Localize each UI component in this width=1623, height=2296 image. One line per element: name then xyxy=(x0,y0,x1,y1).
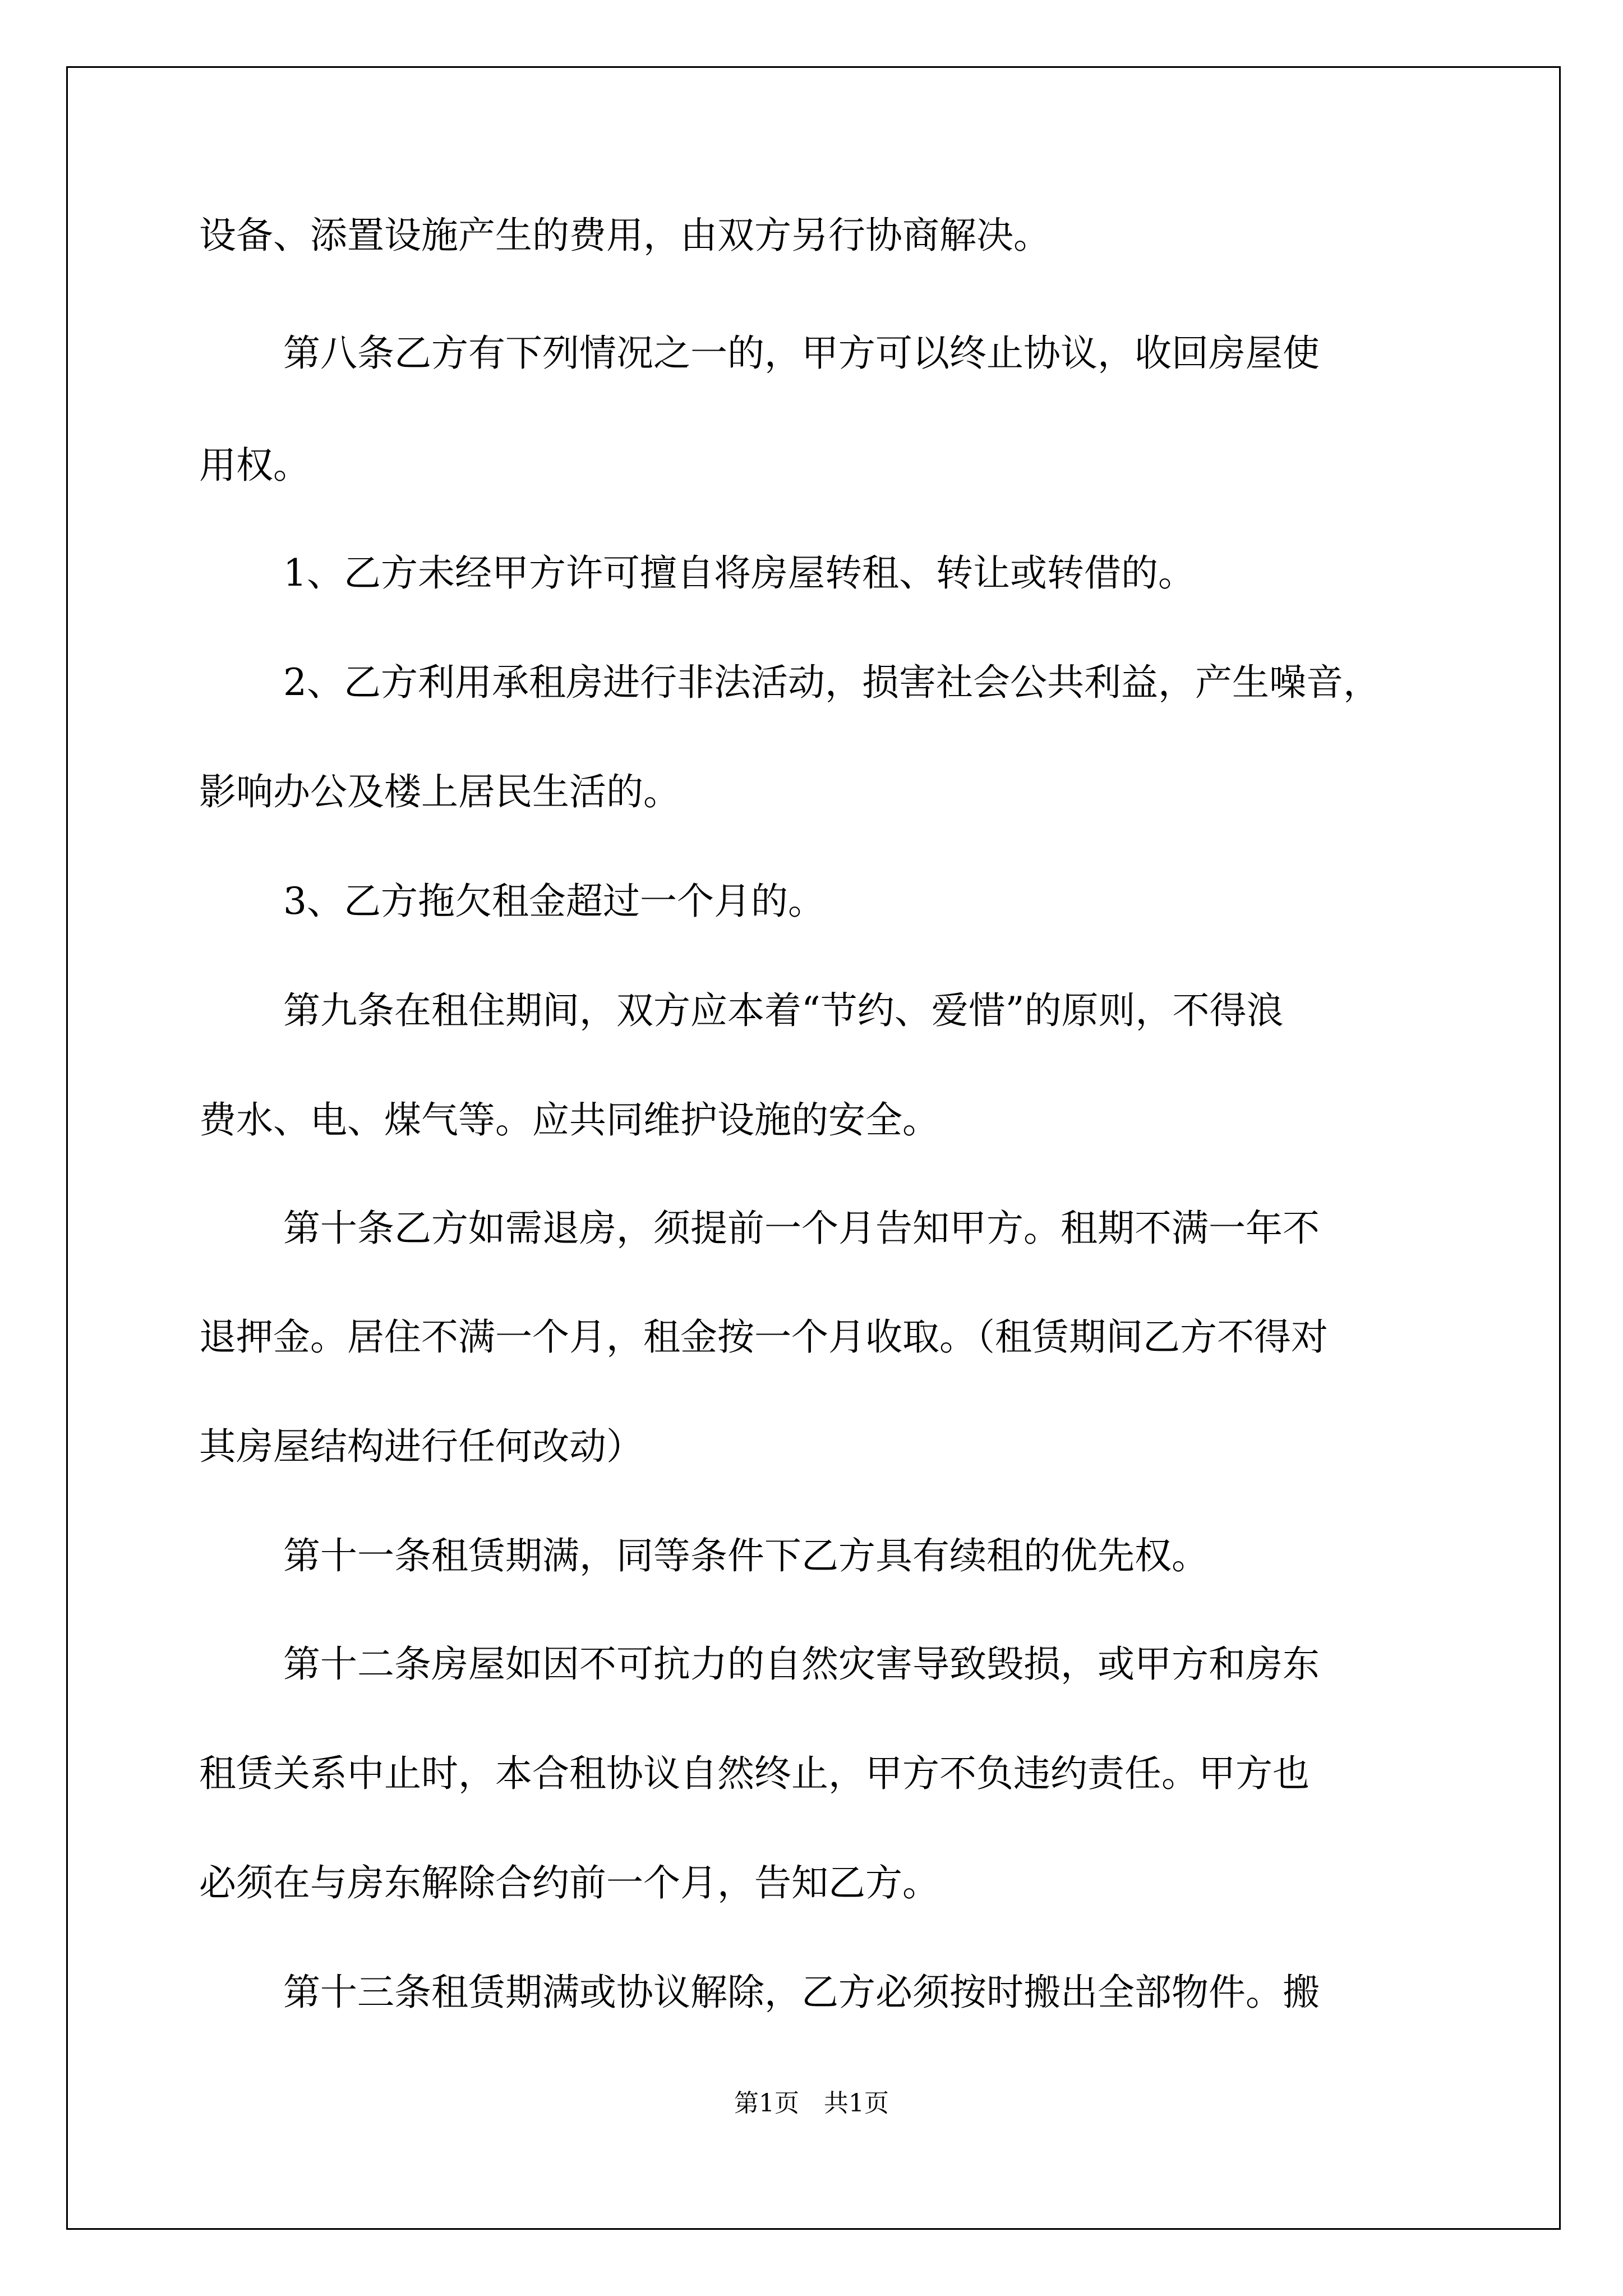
page-footer: 第1页 共1页 xyxy=(734,2089,889,2118)
text-line-13: 第十一条租赁期满，同等条件下乙方具有续租的优先权。 xyxy=(283,1534,1209,1577)
text-line-11: 退押金。居住不满一个月，租金按一个月收取。（租赁期间乙方不得对 xyxy=(199,1315,1328,1359)
text-line-8: 第九条在租住期间，双方应本着“节约、爱惜”的原则，不得浪 xyxy=(283,989,1284,1032)
text-line-17: 第十三条租赁期满或协议解除，乙方必须按时搬出全部物件。搬 xyxy=(283,1971,1320,2014)
text-line-6: 影响办公及楼上居民生活的。 xyxy=(199,770,680,813)
text-line-16: 必须在与房东解除合约前一个月，告知乙方。 xyxy=(199,1861,939,1904)
text-line-2: 第八条乙方有下列情况之一的，甲方可以终止协议，收回房屋使 xyxy=(283,332,1320,375)
text-line-5: 2、乙方利用承租房进行非法活动，损害社会公共利益，产生噪音， xyxy=(283,661,1380,704)
text-line-10: 第十条乙方如需退房，须提前一个月告知甲方。租期不满一年不 xyxy=(283,1207,1320,1250)
text-line-14: 第十二条房屋如因不可抗力的自然灾害导致毁损，或甲方和房东 xyxy=(283,1642,1320,1686)
text-line-1: 设备、添置设施产生的费用，由双方另行协商解决。 xyxy=(199,214,1050,257)
text-line-7: 3、乙方拖欠租金超过一个月的。 xyxy=(283,880,825,923)
text-line-9: 费水、电、煤气等。应共同维护设施的安全。 xyxy=(199,1098,939,1142)
text-line-3: 用权。 xyxy=(199,444,310,487)
text-line-4: 1、乙方未经甲方许可擅自将房屋转租、转让或转借的。 xyxy=(283,551,1195,595)
text-line-15: 租赁关系中止时，本合租协议自然终止，甲方不负违约责任。甲方也 xyxy=(199,1752,1310,1795)
text-line-12: 其房屋结构进行任何改动） xyxy=(199,1425,643,1468)
